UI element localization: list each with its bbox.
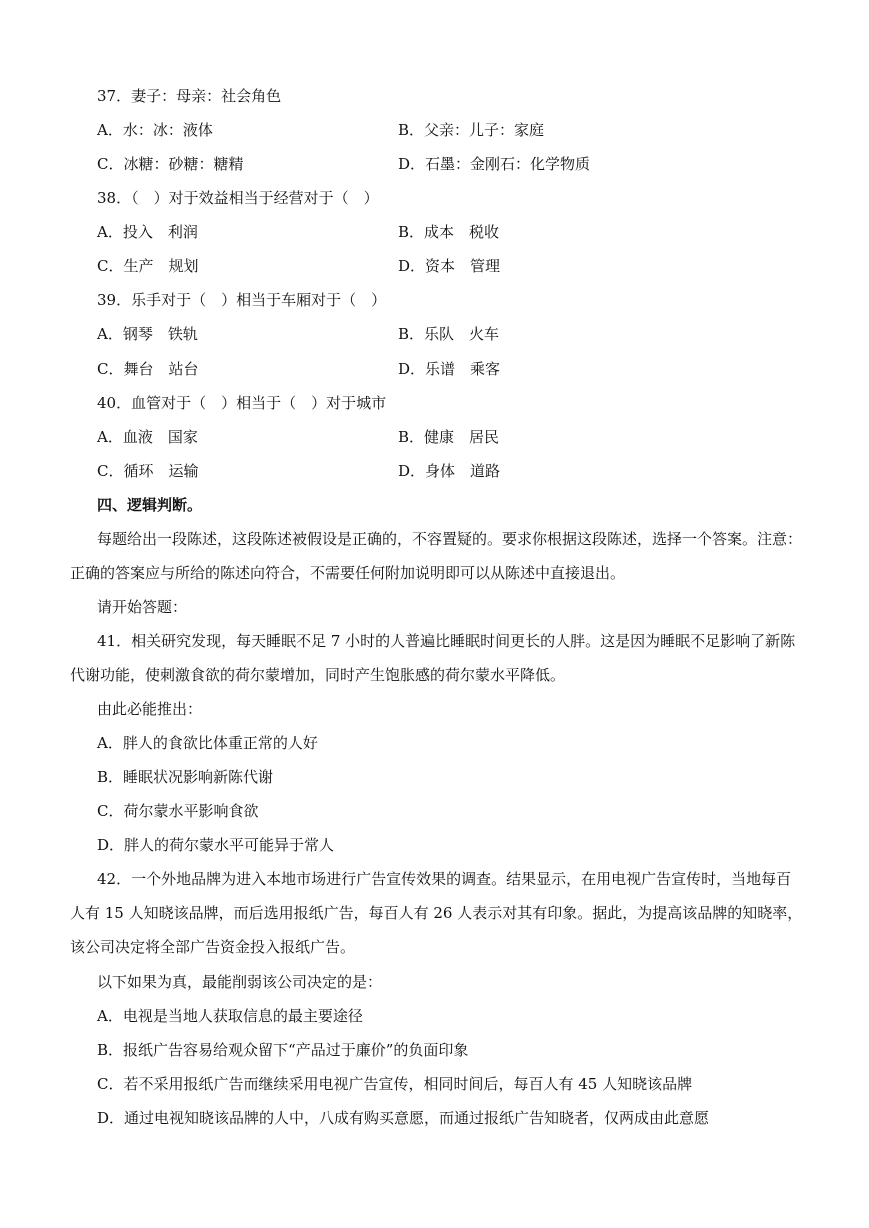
question-41-option-d: D．胖人的荷尔蒙水平可能异于常人 (97, 836, 335, 854)
question-37-option-d: D．石墨：金刚石：化学物质 (398, 155, 591, 173)
question-38-option-d: D．资本 管理 (398, 257, 501, 275)
question-39-option-c: C．舞台 站台 (97, 360, 199, 378)
question-41-option-b: B．睡眠状况影响新陈代谢 (97, 768, 274, 786)
section-title: 四、逻辑判断。 (97, 496, 203, 514)
question-41-option-c: C．荷尔蒙水平影响食欲 (97, 802, 259, 820)
question-40-option-b: B．健康 居民 (398, 428, 500, 446)
question-40-option-a: A．血液 国家 (97, 428, 198, 446)
question-42-stem: 42．一个外地品牌为进入本地市场进行广告宣传效果的调查。结果显示，在用电视广告宣传时，当地每百人有 15 人知晓该品牌，而后选用报纸广告，每百人有 26 人表示对其有印象。据此，为提高该品牌的知晓率，该公司决定将全部广告资金投入报纸广告。 (70, 870, 803, 956)
question-41-option-a: A．胖人的食欲比体重正常的人好 (97, 734, 318, 752)
question-39-stem: 39．乐手对于（ ）相当于车厢对于（ ） (97, 291, 387, 309)
question-39-option-b: B．乐队 火车 (398, 325, 500, 343)
question-42-prompt: 以下如果为真，最能削弱该公司决定的是： (97, 973, 383, 991)
section-intro: 每题给出一段陈述，这段陈述被假设是正确的，不容置疑的。要求你根据这段陈述，选择一个答案。注意：正确的答案应与所给的陈述向符合，不需要任何附加说明即可以从陈述中直接退出。 (70, 530, 803, 582)
question-41-prompt: 由此必能推出： (97, 700, 203, 718)
question-42-option-b: B．报纸广告容易给观众留下“产品过于廉价”的负面印象 (97, 1041, 469, 1059)
question-37-stem: 37．妻子：母亲：社会角色 (97, 87, 282, 105)
question-40-option-c: C．循环 运输 (97, 462, 199, 480)
question-37-option-b: B．父亲：儿子：家庭 (398, 121, 545, 139)
question-37-option-a: A．水：冰：液体 (97, 121, 213, 139)
question-38-option-b: B．成本 税收 (398, 223, 500, 241)
question-37-option-c: C．冰糖：砂糖：糖精 (97, 155, 244, 173)
question-38-stem: 38．（ ）对于效益相当于经营对于（ ） (97, 189, 379, 207)
question-38-option-c: C．生产 规划 (97, 257, 199, 275)
question-42-option-a: A．电视是当地人获取信息的最主要途径 (97, 1007, 363, 1025)
question-39-option-d: D．乐谱 乘客 (398, 360, 501, 378)
question-38-option-a: A．投入 利润 (97, 223, 198, 241)
question-42-option-c: C．若不采用报纸广告而继续采用电视广告宣传，相同时间后，每百人有 45 人知晓该品牌 (97, 1075, 693, 1093)
question-40-stem: 40．血管对于（ ）相当于（ ）对于城市 (97, 394, 387, 412)
question-41-stem: 41．相关研究发现，每天睡眠不足 7 小时的人普遍比睡眠时间更长的人胖。这是因为睡眠不足影响了新陈代谢功能，使刺激食欲的荷尔蒙增加，同时产生饱胀感的荷尔蒙水平降低。 (70, 632, 796, 684)
question-42-option-d: D．通过电视知晓该品牌的人中，八成有购买意愿，而通过报纸广告知晓者，仅两成由此意愿 (97, 1109, 710, 1127)
start-prompt: 请开始答题： (97, 598, 188, 616)
question-39-option-a: A．钢琴 铁轨 (97, 325, 198, 343)
question-40-option-d: D．身体 道路 (398, 462, 501, 480)
